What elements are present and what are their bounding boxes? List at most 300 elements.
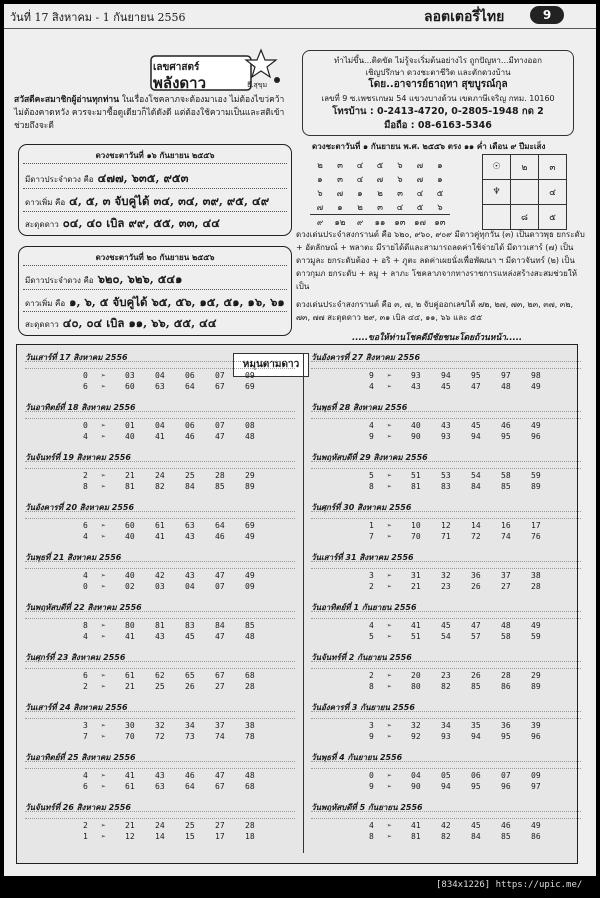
number-cell: 89 — [531, 682, 541, 691]
number-cell: 40 — [125, 432, 135, 441]
number-cell: 89 — [531, 482, 541, 491]
arrow-icon: ➢ — [101, 682, 106, 691]
number-cell: 43 — [155, 771, 165, 780]
entry-note-lines — [25, 461, 295, 469]
entry-date: วันอังคารที่ 27 สิงหาคม 2556 — [311, 353, 421, 362]
number-cell: 04 — [155, 421, 165, 430]
number-cell: 36 — [501, 721, 511, 730]
grid-row — [310, 158, 450, 172]
number-cell: 80 — [125, 621, 135, 630]
number-cell: 80 — [411, 682, 421, 691]
number-cell: 37 — [215, 721, 225, 730]
number-cell: 2 — [369, 671, 374, 680]
row-value: ๔, ๕, ๓ จับคู่ได้ ๓๔, ๓๔, ๓๙, ๙๕, ๔๙ — [69, 194, 270, 208]
number-cell: 86 — [531, 832, 541, 841]
number-cell: 73 — [185, 732, 195, 741]
number-cell: 95 — [471, 371, 481, 380]
number-cell: 0 — [83, 371, 88, 380]
number-cell: 4 — [369, 621, 374, 630]
arrow-icon: ➢ — [387, 771, 392, 780]
row-label: มีดาวประจำดวง คือ — [25, 276, 94, 285]
grid-cell: ๖ — [437, 203, 443, 213]
grid-cell: ๖ — [397, 161, 403, 171]
row-value: ๖๒๐, ๖๒๖, ๕๔๑ — [97, 272, 183, 286]
entry-note-lines — [311, 461, 581, 469]
number-cell: 60 — [125, 521, 135, 530]
row-label: สะดุดดาว — [25, 220, 59, 229]
number-cell: 14 — [155, 832, 165, 841]
box-title: ดวงชะตาวันที่ ๑๖ กันยายน ๒๕๕๖ — [95, 151, 215, 160]
number-cell: 49 — [245, 532, 255, 541]
row-label: มีดาวประจำดวง คือ — [25, 175, 94, 184]
number-cell: 46 — [501, 821, 511, 830]
arrow-icon: ➢ — [101, 432, 106, 441]
number-cell: 3 — [369, 721, 374, 730]
number-cell: 26 — [471, 671, 481, 680]
entry-date: วันเสาร์ที่ 31 สิงหาคม 2556 — [311, 553, 414, 562]
number-cell: 89 — [245, 482, 255, 491]
number-cell: 40 — [125, 532, 135, 541]
number-cell: 81 — [125, 482, 135, 491]
day-entry — [307, 701, 585, 746]
logo-line-3: ธี.สุขุม — [247, 81, 268, 89]
entry-note-lines — [311, 511, 581, 519]
entry-date: วันศุกร์ที่ 30 สิงหาคม 2556 — [311, 503, 412, 512]
grid-cell: ๑๗ — [410, 215, 430, 230]
day-entry — [21, 451, 299, 496]
number-cell: 47 — [215, 571, 225, 580]
divider — [23, 289, 287, 290]
grid-cell: ๑๑ — [370, 215, 390, 230]
image-source-caption: [834x1226] https://upic.me/ — [436, 880, 583, 890]
number-cell: 81 — [411, 832, 421, 841]
number-cell: 39 — [531, 721, 541, 730]
entry-date: วันพุธที่ 21 สิงหาคม 2556 — [25, 553, 122, 562]
entry-note-lines — [311, 761, 581, 769]
number-cell: 06 — [185, 421, 195, 430]
number-cell: 29 — [245, 471, 255, 480]
box-title: ดวงชะตาวันที่ ๒๐ กันยายน ๒๕๕๖ — [95, 253, 215, 262]
grid-cell: ๑๓ — [390, 215, 410, 230]
entry-note-lines — [311, 661, 581, 669]
horoscope-box-1 — [18, 144, 292, 236]
number-cell: 26 — [471, 582, 481, 591]
day-entry — [21, 501, 299, 546]
number-cell: 64 — [185, 782, 195, 791]
entry-note-lines — [25, 761, 295, 769]
entry-date: วันพฤหัสบดีที่ 5 กันยายน 2556 — [311, 803, 423, 812]
arrow-icon: ➢ — [387, 432, 392, 441]
entry-date: วันอังคารที่ 3 กันยายน 2556 — [311, 703, 415, 712]
arrow-icon: ➢ — [387, 632, 392, 641]
box-row — [25, 271, 182, 289]
grid-cell: ๙ — [310, 215, 330, 230]
grid-cell: ๑ — [317, 175, 323, 185]
number-cell: 16 — [501, 521, 511, 530]
arrow-icon: ➢ — [387, 382, 392, 391]
number-cell: 4 — [83, 571, 88, 580]
number-cell: 3 — [83, 721, 88, 730]
number-cell: 4 — [369, 821, 374, 830]
grid-cell: ๖ — [317, 189, 323, 199]
number-cell: 31 — [411, 571, 421, 580]
number-cell: 51 — [411, 632, 421, 641]
entry-date: วันพฤหัสบดีที่ 29 สิงหาคม 2556 — [311, 453, 428, 462]
number-cell: 67 — [215, 382, 225, 391]
number-cell: 10 — [411, 521, 421, 530]
number-cell: 90 — [411, 782, 421, 791]
number-cell: 84 — [471, 482, 481, 491]
day-entry — [21, 401, 299, 446]
number-cell: 47 — [215, 771, 225, 780]
number-cell: 2 — [83, 471, 88, 480]
grid-cell: ๕ — [376, 161, 384, 171]
number-cell: 92 — [411, 732, 421, 741]
divider — [23, 265, 287, 266]
arrow-icon: ➢ — [387, 521, 392, 530]
grid-cell: ๓ — [337, 175, 343, 185]
chart-cell: ๒ — [511, 155, 539, 180]
number-cell: 67 — [215, 782, 225, 791]
day-entry — [21, 601, 299, 646]
number-cell: 45 — [441, 382, 451, 391]
number-cell: 46 — [185, 432, 195, 441]
number-cell: 24 — [155, 471, 165, 480]
number-cell: 82 — [155, 482, 165, 491]
number-cell: 61 — [155, 521, 165, 530]
box-row — [25, 193, 269, 211]
grid-cell: ๑ — [357, 189, 363, 199]
number-cell: 07 — [215, 582, 225, 591]
number-cell: 28 — [531, 582, 541, 591]
number-cell: 34 — [441, 721, 451, 730]
number-cell: 47 — [471, 621, 481, 630]
number-cell: 98 — [531, 371, 541, 380]
arrow-icon: ➢ — [101, 382, 106, 391]
number-cell: 21 — [411, 582, 421, 591]
number-cell: 28 — [245, 682, 255, 691]
chart-cell — [511, 180, 539, 205]
number-grid — [310, 158, 450, 229]
number-cell: 28 — [245, 821, 255, 830]
number-cell: 5 — [369, 632, 374, 641]
chart-cell — [483, 205, 511, 230]
number-cell: 38 — [245, 721, 255, 730]
grid-cell: ๖ — [397, 175, 403, 185]
number-cell: 85 — [215, 482, 225, 491]
day-entry — [21, 701, 299, 746]
number-cell: 95 — [501, 432, 511, 441]
number-cell: 47 — [215, 632, 225, 641]
grid-cell: ๕ — [436, 189, 444, 199]
number-cell: 03 — [125, 371, 135, 380]
number-cell: 9 — [369, 732, 374, 741]
grid-row — [310, 215, 450, 230]
row-label: ดาวเพิ่ม คือ — [25, 198, 66, 207]
number-cell: 8 — [369, 482, 374, 491]
number-cell: 04 — [185, 582, 195, 591]
newspaper-page — [4, 4, 596, 876]
arrow-icon: ➢ — [101, 482, 106, 491]
number-cell: 09 — [245, 371, 255, 380]
number-cell: 48 — [245, 632, 255, 641]
row-label: สะดุดดาว — [25, 320, 59, 329]
day-entry — [21, 351, 299, 396]
number-cell: 4 — [83, 432, 88, 441]
grid-cell: ๙ — [350, 215, 370, 230]
number-cell: 41 — [411, 621, 421, 630]
number-cell: 72 — [155, 732, 165, 741]
number-cell: 49 — [531, 621, 541, 630]
number-cell: 58 — [501, 471, 511, 480]
entry-note-lines — [25, 361, 295, 369]
grid-cell: ๒ — [357, 203, 363, 213]
arrow-icon: ➢ — [387, 671, 392, 680]
number-cell: 51 — [411, 471, 421, 480]
number-cell: 64 — [185, 382, 195, 391]
number-cell: 60 — [125, 382, 135, 391]
chart-cell: ☉ — [483, 155, 511, 180]
intro-text: ในเรื่องโชคลาภจะต้องมาเอง ไม่ต้องไขว่คว้า ไม่ต้องคาดหวัง ควรจะมาซื้อดูเดียวก็ได้ดังดี แต่ต้องใช้ความเป็นและสติเข้าช่วยถึงจะดี — [14, 95, 285, 131]
number-cell: 97 — [531, 782, 541, 791]
chart-cell: ๕ — [539, 205, 567, 230]
arrow-icon: ➢ — [101, 471, 106, 480]
ad-line: ทำไม่ขึ้น...ติดขัด ไม่รู้จะเริ่มต้นอย่างไร ถูกปัญหา...มีทางออก — [334, 56, 542, 65]
grid-cell: ๗ — [376, 175, 384, 185]
arrow-icon: ➢ — [101, 521, 106, 530]
number-cell: 46 — [501, 421, 511, 430]
number-cell: 0 — [369, 771, 374, 780]
number-cell: 07 — [501, 771, 511, 780]
number-cell: 27 — [501, 582, 511, 591]
number-cell: 42 — [441, 821, 451, 830]
number-cell: 6 — [83, 521, 88, 530]
number-cell: 63 — [185, 521, 195, 530]
arrow-icon: ➢ — [101, 371, 106, 380]
column-logo — [149, 46, 287, 92]
ad-line: เลขที่ 9 ซ.เพชรเกษม 54 แขวงบางด้วน เขตภาษีเจริญ กทม. 10160 — [321, 94, 555, 103]
number-cell: 14 — [471, 521, 481, 530]
number-cell: 09 — [531, 771, 541, 780]
day-entry — [307, 601, 585, 646]
number-cell: 2 — [369, 582, 374, 591]
number-cell: 12 — [441, 521, 451, 530]
number-cell: 74 — [501, 532, 511, 541]
number-cell: 94 — [441, 371, 451, 380]
number-cell: 67 — [215, 671, 225, 680]
number-cell: 35 — [471, 721, 481, 730]
grid-cell: ๓ — [397, 189, 403, 199]
arrow-icon: ➢ — [387, 471, 392, 480]
number-cell: 49 — [531, 382, 541, 391]
box-row — [25, 294, 285, 312]
number-cell: 21 — [125, 821, 135, 830]
entry-date: วันพฤหัสบดีที่ 22 สิงหาคม 2556 — [25, 603, 142, 612]
number-cell: 63 — [155, 782, 165, 791]
grid-row — [310, 172, 450, 186]
page-header — [4, 4, 596, 29]
number-cell: 04 — [411, 771, 421, 780]
number-cell: 30 — [125, 721, 135, 730]
daily-numbers-table — [16, 344, 578, 864]
number-cell: 48 — [245, 771, 255, 780]
number-cell: 93 — [411, 371, 421, 380]
number-cell: 71 — [441, 532, 451, 541]
grid-cell: ๔ — [416, 189, 424, 199]
number-cell: 57 — [471, 632, 481, 641]
entry-note-lines — [25, 811, 295, 819]
arrow-icon: ➢ — [101, 721, 106, 730]
number-cell: 90 — [411, 432, 421, 441]
issue-date: วันที่ 17 สิงหาคม - 1 กันยายน 2556 — [10, 11, 186, 24]
entry-date: วันศุกร์ที่ 23 สิงหาคม 2556 — [25, 653, 126, 662]
number-cell: 7 — [369, 532, 374, 541]
number-cell: 09 — [245, 582, 255, 591]
number-cell: 61 — [125, 782, 135, 791]
number-cell: 37 — [501, 571, 511, 580]
number-cell: 84 — [215, 621, 225, 630]
number-cell: 40 — [125, 571, 135, 580]
number-cell: 45 — [185, 632, 195, 641]
closing-line: .....ขอให้ท่านโชคดีมีชัยชนะโดยถ้วนหน้า..... — [352, 333, 523, 343]
grid-cell: ๗ — [416, 161, 424, 171]
entry-note-lines — [311, 611, 581, 619]
day-entry — [21, 751, 299, 796]
number-cell: 95 — [471, 782, 481, 791]
number-cell: 41 — [125, 632, 135, 641]
arrow-icon: ➢ — [387, 571, 392, 580]
grid-cell: ๑ — [337, 203, 343, 213]
entry-date: วันเสาร์ที่ 24 สิงหาคม 2556 — [25, 703, 128, 712]
number-cell: 17 — [215, 832, 225, 841]
number-cell: 97 — [501, 371, 511, 380]
number-cell: 21 — [125, 471, 135, 480]
arrow-icon: ➢ — [387, 682, 392, 691]
number-cell: 6 — [83, 671, 88, 680]
chart-cell: ๔ — [539, 180, 567, 205]
analysis-paragraph-1: ดวงเด่นประจำสงกรานต์ คือ ๖๒๐, ๙๖๐, ๙๐๙ มีดาวคู่ทุกวัน (๓) เป็นดาวพุธ ยกระดับ + อัตลักษณ์ + พลาตะ มีรายได้ดีและสามารถลดค่าใช้จ่ายได้ มีดาวเสาร์ (๗) เป็นดาวมูละ ยกระดับต้อง + อริ + ภูตะ ลดค่าเผยนั่งเพื่อพัฒนา ฯ มีดาวจันทร์ (๒) เป็นดาวกุมภ ยกระดับ + ลมู + ลาภะ โชคลาภจากทางราชการแหล่งสร้างสะสมช่วยให้เป็น — [296, 230, 585, 291]
number-cell: 9 — [369, 782, 374, 791]
number-cell: 43 — [185, 571, 195, 580]
number-cell: 46 — [185, 771, 195, 780]
number-cell: 5 — [369, 471, 374, 480]
day-entry — [307, 651, 585, 696]
number-cell: 76 — [531, 532, 541, 541]
number-cell: 85 — [245, 621, 255, 630]
chart-row — [483, 205, 567, 230]
number-cell: 85 — [471, 682, 481, 691]
entry-date: วันอังคารที่ 20 สิงหาคม 2556 — [25, 503, 135, 512]
grid-cell: ๑ — [437, 175, 443, 185]
number-cell: 72 — [471, 532, 481, 541]
day-entry — [307, 801, 585, 846]
number-cell: 96 — [531, 732, 541, 741]
number-cell: 59 — [531, 471, 541, 480]
number-cell: 83 — [185, 621, 195, 630]
number-cell: 46 — [215, 532, 225, 541]
number-cell: 41 — [155, 432, 165, 441]
number-cell: 4 — [83, 632, 88, 641]
number-cell: 54 — [471, 471, 481, 480]
grid-cell: ๔ — [356, 175, 364, 185]
number-cell: 07 — [215, 371, 225, 380]
arrow-icon: ➢ — [387, 621, 392, 630]
number-cell: 26 — [185, 682, 195, 691]
arrow-icon: ➢ — [101, 421, 106, 430]
number-cell: 01 — [125, 421, 135, 430]
number-cell: 63 — [155, 382, 165, 391]
number-cell: 2 — [83, 682, 88, 691]
number-cell: 43 — [185, 532, 195, 541]
number-cell: 03 — [155, 582, 165, 591]
number-cell: 96 — [501, 782, 511, 791]
day-entry — [307, 501, 585, 546]
number-cell: 93 — [441, 432, 451, 441]
entry-note-lines — [311, 811, 581, 819]
intro-paragraph — [14, 94, 294, 133]
day-entry — [307, 751, 585, 796]
day-entry — [21, 801, 299, 846]
number-cell: 4 — [83, 532, 88, 541]
number-cell: 20 — [411, 671, 421, 680]
number-cell: 48 — [245, 432, 255, 441]
calc-heading: ดวงชะตาวันที่ ๑ กันยายน พ.ศ. ๒๕๕๖ ตรง ๑๑ ค่ำ เดือน ๙ ปีมะเส็ง — [312, 142, 546, 151]
entry-note-lines — [311, 411, 581, 419]
number-cell: 47 — [215, 432, 225, 441]
ad-line: โดย..อาจารย์ธาฤทา สุขบูรณ์กุล — [368, 79, 508, 90]
number-cell: 41 — [411, 821, 421, 830]
number-cell: 0 — [83, 421, 88, 430]
number-cell: 27 — [215, 821, 225, 830]
number-cell: 69 — [245, 382, 255, 391]
number-cell: 49 — [531, 821, 541, 830]
grid-row — [310, 186, 450, 200]
page-number: 9 — [530, 6, 564, 24]
table-title: หมุนตามดาว — [233, 353, 309, 377]
number-cell: 6 — [83, 382, 88, 391]
entry-date: วันจันทร์ที่ 19 สิงหาคม 2556 — [25, 453, 131, 462]
grid-cell: ๒ — [377, 189, 383, 199]
number-cell: 96 — [531, 432, 541, 441]
grid-cell: ๕ — [416, 203, 424, 213]
number-cell: 17 — [531, 521, 541, 530]
arrow-icon: ➢ — [387, 782, 392, 791]
logo-line-2: พลังดาว — [153, 74, 206, 92]
number-cell: 84 — [471, 832, 481, 841]
grid-cell: ๓ — [337, 161, 343, 171]
number-cell: 21 — [125, 682, 135, 691]
arrow-icon: ➢ — [101, 532, 106, 541]
grid-cell: ๒ — [317, 161, 323, 171]
number-cell: 45 — [441, 621, 451, 630]
astrology-chart — [482, 154, 567, 230]
entry-date: วันอาทิตย์ที่ 18 สิงหาคม 2556 — [25, 403, 136, 412]
number-cell: 85 — [501, 482, 511, 491]
number-cell: 38 — [531, 571, 541, 580]
arrow-icon: ➢ — [101, 832, 106, 841]
number-cell: 94 — [471, 732, 481, 741]
number-cell: 85 — [501, 832, 511, 841]
number-cell: 07 — [215, 421, 225, 430]
number-cell: 95 — [501, 732, 511, 741]
number-cell: 06 — [471, 771, 481, 780]
ad-line: เชิญปรึกษา ดวงชะตาชีวิต และตักดวงบ้าน — [365, 68, 511, 77]
number-cell: 32 — [411, 721, 421, 730]
row-value: ๐๔, ๔๐ เบิล ๙๙, ๕๕, ๓๓, ๔๔ — [62, 216, 220, 230]
entry-date: วันจันทร์ที่ 2 กันยายน 2556 — [311, 653, 412, 662]
entry-note-lines — [311, 711, 581, 719]
number-cell: 2 — [83, 821, 88, 830]
